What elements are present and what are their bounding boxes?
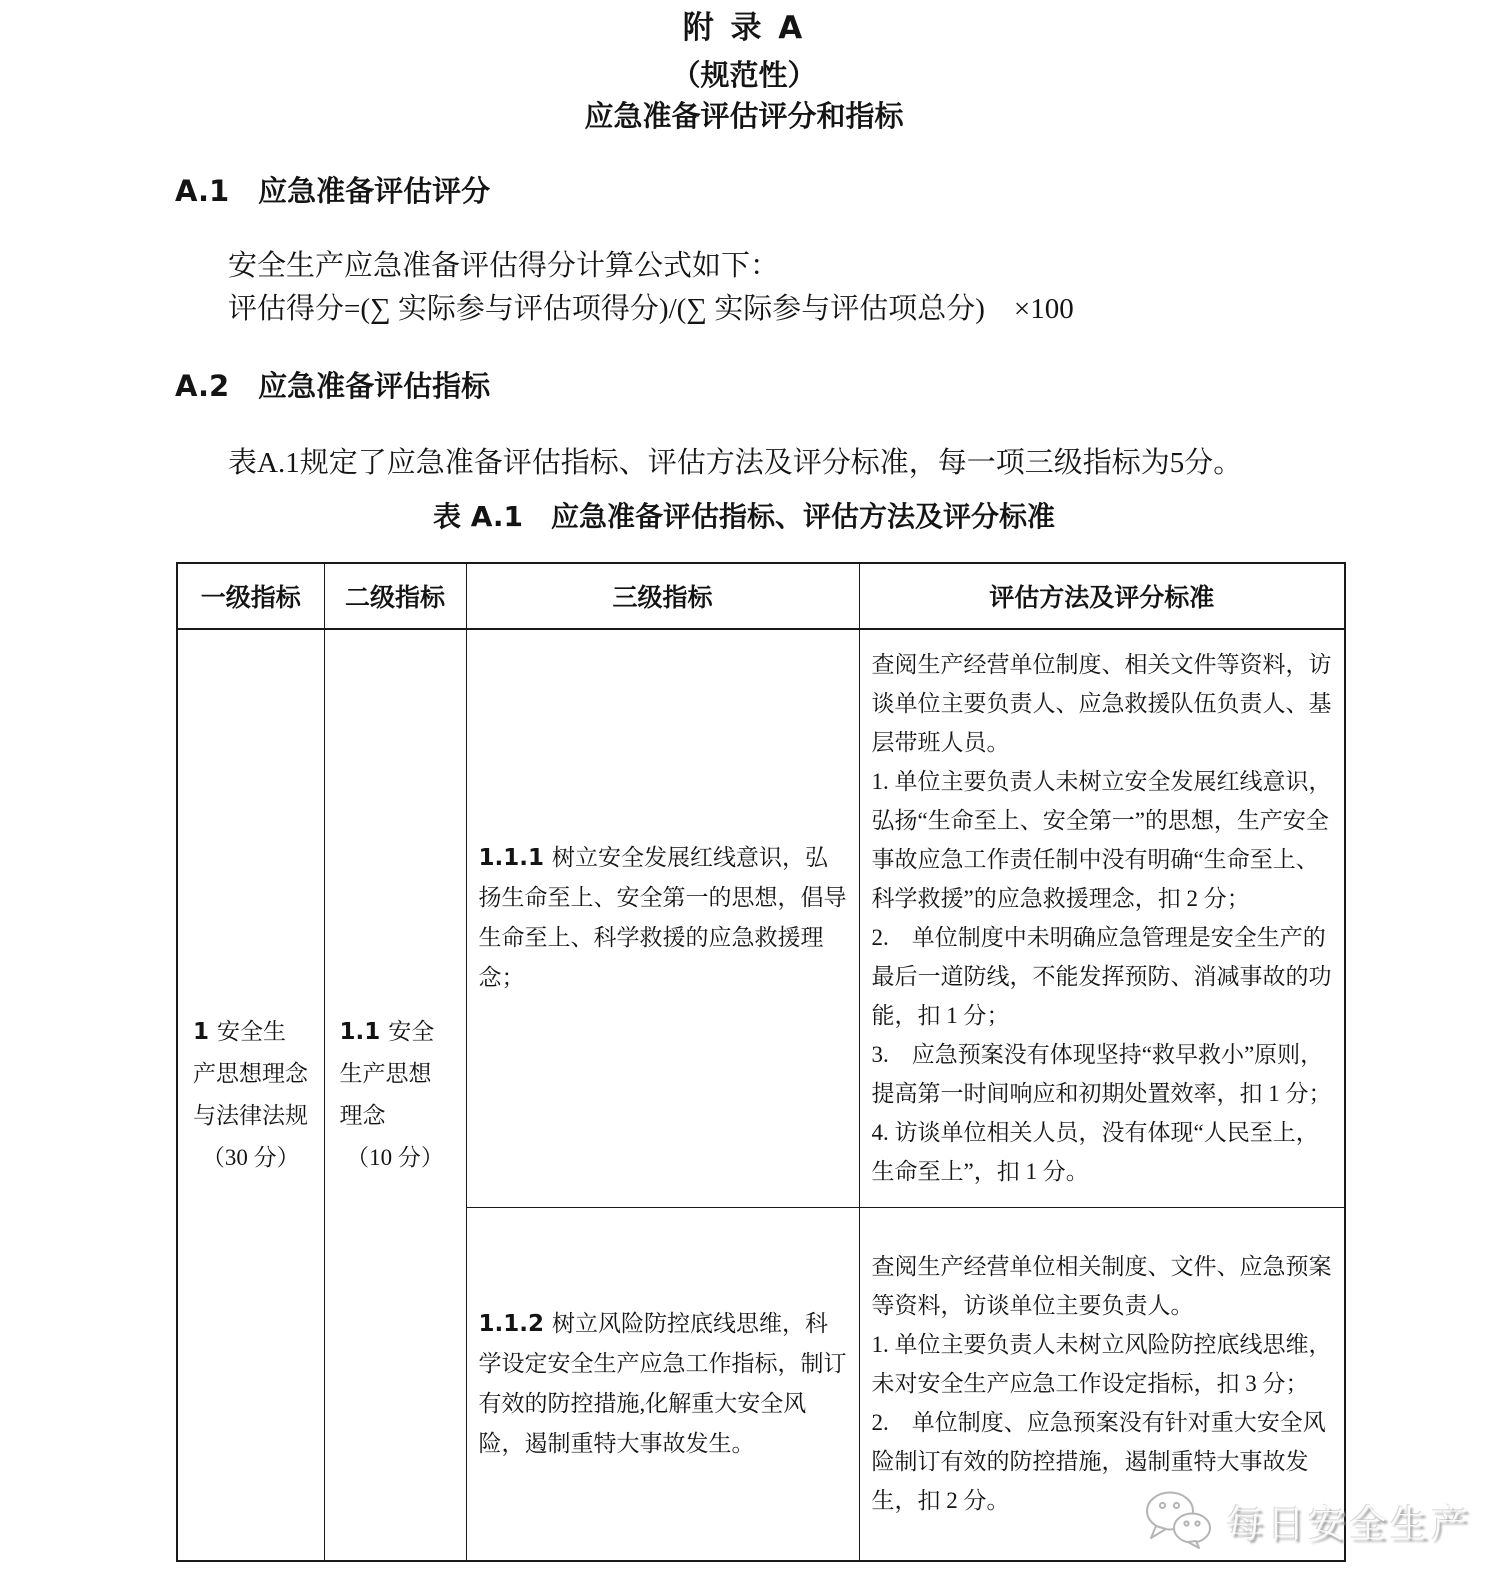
watermark-label: 每日安全生产 [1226,1501,1473,1546]
level2-number: 1.1 [339,1019,381,1045]
criteria-paragraph: 4. 访谈单位相关人员，没有体现“人民至上，生命至上”，扣 1 分。 [871,1120,1319,1185]
level3-text: 树立风险防控底线思维，科学设定安全生产应急工作指标，制订有效的防控措施,化解重大安全风险，遏制重特大事故发生。 [478,1310,847,1456]
level2-score: （10 分） [346,1145,444,1170]
appendix-subtitle-normative: （规范性） [671,58,817,92]
table-caption: 表 A.1 应急准备评估指标、评估方法及评分标准 [432,500,1056,533]
col-header-level1: 一级指标 [177,563,324,629]
criteria-paragraph: 2. 单位制度中未明确应急管理是安全生产的最后一道防线，不能发挥预防、消减事故的功能，扣 1 分； [871,925,1332,1029]
criteria-cell [859,629,1345,1207]
level3-number: 1.1.2 [478,1310,544,1337]
criteria-paragraph: 2. 单位制度、应急预案没有针对重大安全风险制订有效的防控措施，遏制重特大事故发生，扣 2 分。 [871,1410,1326,1514]
criteria-paragraph: 1. 单位主要负责人未树立风险防控底线思维，未对安全生产应急工作设定指标，扣 3 分； [871,1332,1332,1397]
criteria-paragraph: 3. 应急预案没有体现坚持“救早救小”原则，提高第一时间响应和初期处置效率，扣 1 分； [871,1042,1332,1107]
level1-number: 1 [193,1019,210,1045]
appendix-title: 附 录 A [682,10,806,46]
level1-indicator-text: 1 安全生产思想理念与法律法规 [193,1019,308,1128]
level2-indicator-cell [324,629,466,1561]
section-a2-heading: A.2 应急准备评估指标 [175,369,491,403]
level1-score: （30 分） [201,1145,300,1170]
criteria-cell [859,1207,1345,1561]
section-a2-paragraph: 表A.1规定了应急准备评估指标、评估方法及评分标准，每一项三级指标为5分。 [228,447,1243,479]
indicators-table [176,562,1346,1562]
col-header-criteria: 评估方法及评分标准 [859,563,1345,629]
level3-number: 1.1.1 [478,845,544,872]
criteria-paragraph: 查阅生产经营单位制度、相关文件等资料，访谈单位主要负责人、应急救援队伍负责人、基层带班人员。 [871,652,1332,756]
criteria-paragraph: 查阅生产经营单位相关制度、文件、应急预案等资料，访谈单位主要负责人。 [871,1254,1332,1319]
table-row [177,629,1345,1207]
level3-indicator-cell [466,629,859,1207]
section-a1-heading: A.1 应急准备评估评分 [175,174,491,208]
criteria-paragraph: 1. 单位主要负责人未树立安全发展红线意识，弘扬“生命至上、安全第一”的思想，生产安全事故应急工作责任制中没有明确“生命至上、科学救援”的应急救援理念，扣 2 分； [871,769,1332,912]
level2-indicator-text: 1.1 安全生产思想理念 [339,1019,435,1128]
table-header-row [177,563,1345,629]
section-a1-paragraph: 安全生产应急准备评估得分计算公式如下： [228,250,780,282]
level3-text: 树立安全发展红线意识，弘扬生命至上、安全第一的思想，倡导生命至上、科学救援的应急救援理念； [478,845,847,991]
section-a1-formula: 评估得分=(∑ 实际参与评估项得分)/(∑ 实际参与评估项总分) ×100 [228,293,1074,325]
level1-indicator-cell [177,629,324,1561]
appendix-subtitle-topic: 应急准备评估评分和指标 [584,99,904,133]
col-header-level3: 三级指标 [466,563,859,629]
doc-title-block [0,0,1488,135]
level3-indicator-cell [466,1207,859,1561]
col-header-level2: 二级指标 [324,563,466,629]
